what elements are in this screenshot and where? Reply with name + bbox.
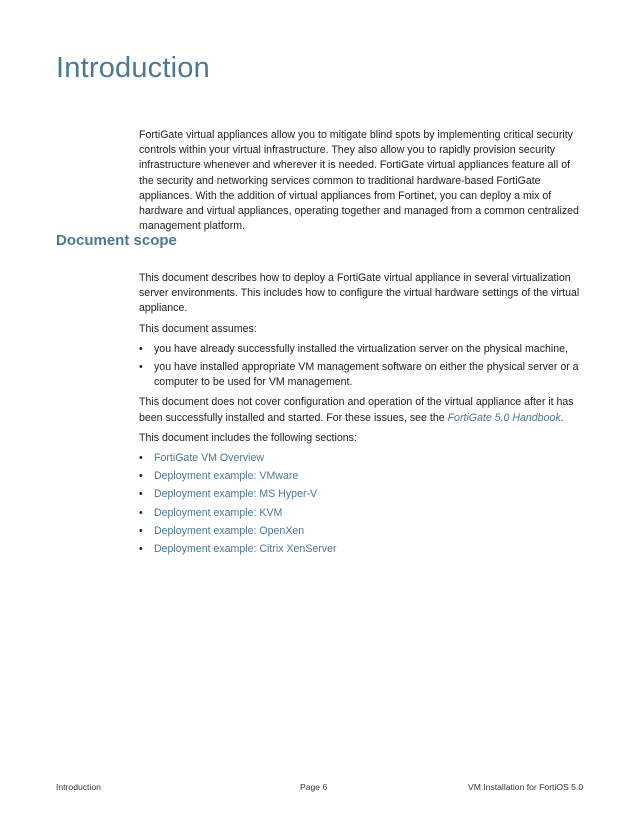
list-item xyxy=(139,342,587,357)
list-item xyxy=(139,542,587,557)
sections-intro: This document includes the following sections: xyxy=(139,431,357,444)
section-heading-document-scope: Document scope xyxy=(56,232,177,249)
scope-description: This document describes how to deploy a FortiGate virtual appliance in several virtualization server environments. This includes how to configure the virtual hardware settings of the virtual appliance. xyxy=(139,272,580,315)
list-item xyxy=(139,360,587,390)
bullet-icon: • xyxy=(139,506,143,519)
list-item xyxy=(139,487,587,502)
section-link-hyper-v[interactable]: Deployment example: MS Hyper-V xyxy=(154,488,318,501)
section-link-openxen[interactable]: Deployment example: OpenXen xyxy=(154,524,305,537)
footer-section-name: Introduction xyxy=(56,782,101,792)
document-scope-body xyxy=(139,271,587,562)
section-link-vmware[interactable]: Deployment example: VMware xyxy=(154,470,299,483)
list-item xyxy=(139,451,587,466)
assumption-text: you have already successfully installed the virtualization server on the physical machine, xyxy=(154,342,568,355)
not-covered-suffix: . xyxy=(560,411,564,424)
bullet-icon: • xyxy=(139,488,143,501)
intro-paragraph: FortiGate virtual appliances allow you to mitigate blind spots by implementing critical security controls within your virtual infrastructure. They also allow you to rapidly provision security infrastructure whenever and wherever it is needed. FortiGate virtual appliances feature all of the security and networking services common to traditional hardware-based FortiGate appliances. With the addition of virtual appliances from Fortinet, you can deploy a mix of hardware and virtual appliances, operating together and managed from a common centralized management platform. xyxy=(139,129,579,233)
page-title: Introduction xyxy=(56,52,210,84)
list-item xyxy=(139,469,587,484)
not-covered-text: This document does not cover configuration and operation of the virtual appliance after it has been successfully installed and started. For these issues, see the xyxy=(139,396,574,424)
list-item xyxy=(139,506,587,521)
assumes-intro: This document assumes: xyxy=(139,322,257,335)
bullet-icon: • xyxy=(139,543,143,556)
not-covered-paragraph xyxy=(139,395,587,425)
footer-page-number: Page 6 xyxy=(300,782,328,792)
section-link-vm-overview[interactable]: FortiGate VM Overview xyxy=(154,452,265,465)
section-link-kvm[interactable]: Deployment example: KVM xyxy=(154,506,283,519)
handbook-link[interactable]: FortiGate 5.0 Handbook xyxy=(447,411,561,424)
footer-document-title: VM Installation for FortiOS 5.0 xyxy=(468,782,584,792)
bullet-icon: • xyxy=(139,524,143,537)
bullet-icon: • xyxy=(139,361,143,374)
sections-list xyxy=(139,451,587,557)
assumption-text: you have installed appropriate VM management software on either the physical server or a computer to be used for VM management. xyxy=(154,361,579,389)
bullet-icon: • xyxy=(139,342,143,355)
list-item xyxy=(139,524,587,539)
section-link-xenserver[interactable]: Deployment example: Citrix XenServer xyxy=(154,543,337,556)
bullet-icon: • xyxy=(139,452,143,465)
assumptions-list xyxy=(139,342,587,391)
bullet-icon: • xyxy=(139,470,143,483)
